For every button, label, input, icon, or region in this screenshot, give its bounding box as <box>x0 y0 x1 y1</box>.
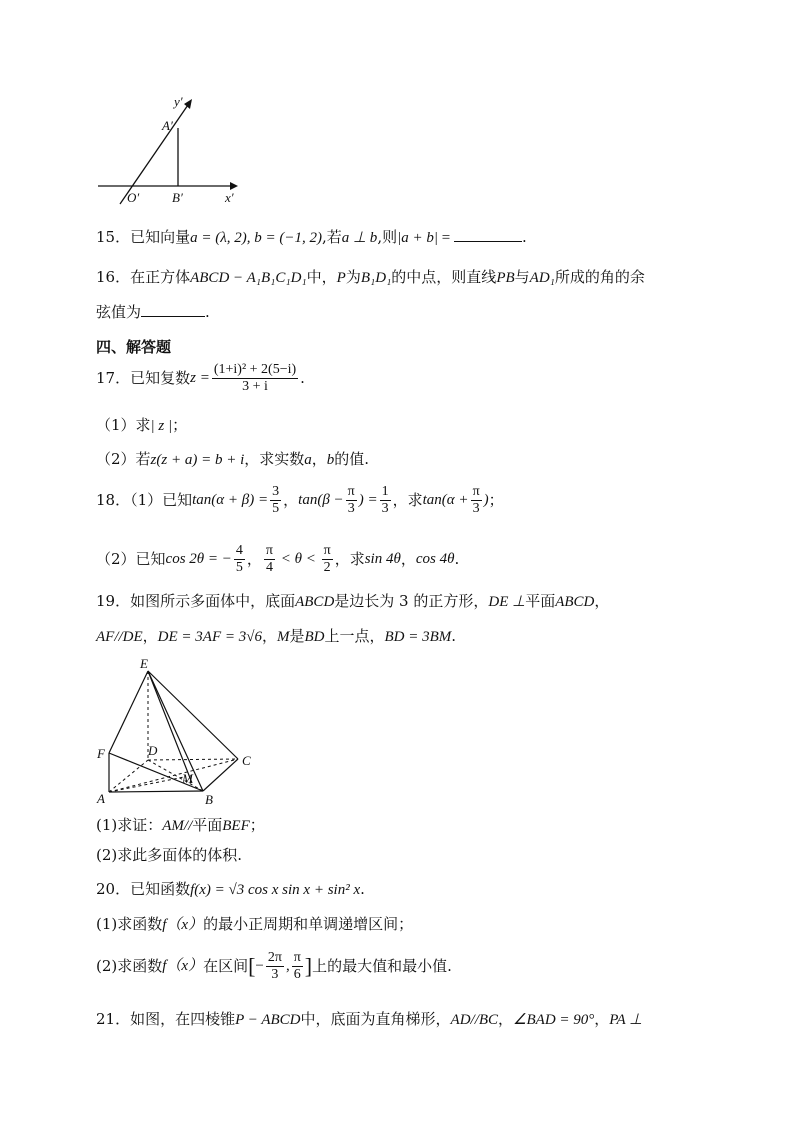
question-number: 16． <box>96 268 131 286</box>
question-text: 的值. <box>334 450 370 468</box>
fraction-numerator: 1 <box>380 484 391 501</box>
fraction-denominator: 3 <box>381 501 389 517</box>
question-21 <box>96 1012 642 1028</box>
question-text: 中，底面为直角梯形， <box>300 1010 451 1028</box>
bracket-open: [ <box>248 953 256 979</box>
fraction-numerator: π <box>322 543 333 560</box>
segment-bd: BD <box>304 629 325 645</box>
question-19-line1 <box>96 594 609 610</box>
question-number: 20． <box>96 880 131 898</box>
fraction-pi-3 <box>346 484 357 517</box>
part-label: （2）已知 <box>96 550 166 569</box>
question-text: ,则 <box>377 228 398 246</box>
part-label: （1）已知 <box>130 491 193 510</box>
fraction-pi-3 <box>471 484 482 517</box>
question-text: 是边长为 3 的正方形， <box>334 592 489 610</box>
modulus-expression: | z | <box>150 418 173 434</box>
minus-sign: − <box>255 958 264 975</box>
edge-dc-hidden <box>148 759 238 760</box>
label-m: M <box>182 771 193 786</box>
part-label: （2）若 <box>96 450 151 468</box>
point-b-label: B′ <box>172 190 183 205</box>
question-19-part2: (2)求此多面体的体积. <box>96 846 243 864</box>
separator: ， <box>142 627 158 645</box>
point-p: P <box>336 270 346 286</box>
point-a-label: A′ <box>162 118 173 133</box>
question-text: 弦值为 <box>96 303 142 321</box>
vector-a-formula: a = (λ, 2) <box>190 230 247 246</box>
fraction-denominator: 6 <box>293 967 301 983</box>
period: . <box>360 880 365 898</box>
punctuation: ； <box>249 816 265 834</box>
answer-blank[interactable] <box>141 316 205 317</box>
cos-4theta: cos 4θ <box>415 551 455 568</box>
question-19-part1 <box>96 818 265 834</box>
tan-diff-expression: tan(β − <box>298 492 344 509</box>
af-parallel-de: AF//DE <box>96 629 143 645</box>
de-perp: DE ⊥ <box>488 594 526 610</box>
separator: ， <box>400 550 416 569</box>
question-text: 上一点， <box>324 627 385 645</box>
x-axis-arrow-icon <box>230 182 238 190</box>
inequality: < θ < <box>277 551 320 568</box>
fraction-2pi-3 <box>266 950 284 983</box>
line-ad1: AD₁ <box>529 270 555 286</box>
period: . <box>205 303 210 321</box>
question-20 <box>96 882 365 898</box>
fraction-pi-4 <box>264 543 275 576</box>
edge-fe <box>109 671 148 753</box>
cube-name: ABCD − A₁B₁C₁D₁ <box>190 270 307 286</box>
question-17-part2 <box>96 452 369 468</box>
plane-bef: BEF <box>222 818 250 834</box>
fraction-pi-6 <box>292 950 303 983</box>
fraction-numerator: π <box>292 950 303 967</box>
question-text: ，求实数 <box>244 450 305 468</box>
question-18-part2 <box>96 543 459 576</box>
label-f: F <box>97 746 105 761</box>
question-text: 如图，在四棱锥 <box>130 1010 236 1028</box>
question-text: ，求 <box>334 550 365 569</box>
fraction-denominator: 3 + i <box>242 379 268 395</box>
question-20-part1 <box>96 917 413 933</box>
label-b: B <box>205 792 213 807</box>
bd-equation: BD = 3BM <box>384 629 452 645</box>
separator: ， <box>261 627 277 645</box>
y-axis <box>120 102 190 204</box>
question-number: 21． <box>96 1010 131 1028</box>
section-title: 四、解答题 <box>96 338 172 356</box>
bracket-close: ] <box>304 953 313 979</box>
y-axis-arrow-icon <box>184 99 192 109</box>
segment-b1d1: B₁D₁ <box>360 270 392 286</box>
cos-2theta-expression: cos 2θ = − <box>165 551 232 568</box>
question-text: 如图所示多面体中，底面 <box>130 592 296 610</box>
part-label: (1)求函数 <box>96 915 163 933</box>
vector-b-formula: , b = (−1, 2) <box>246 230 322 246</box>
punctuation: ； <box>172 416 188 434</box>
question-number: 19． <box>96 592 131 610</box>
edge-ab <box>109 791 203 792</box>
separator: ， <box>498 1010 514 1028</box>
question-text: ，求 <box>392 491 423 510</box>
y-axis-label: y′ <box>174 94 183 109</box>
sin-4theta: sin 4θ <box>364 551 401 568</box>
fraction-pi-2 <box>322 543 333 576</box>
fraction-numerator: 2π <box>266 950 284 967</box>
question-text: 已知函数 <box>130 880 191 898</box>
separator: ， <box>594 592 610 610</box>
question-text: 在正方体 <box>130 268 191 286</box>
part-label: （1）求 <box>96 416 151 434</box>
question-text: 平面 <box>192 816 223 834</box>
perpendicular-condition: a ⊥ b <box>341 230 378 246</box>
part-label: (2)求函数 <box>96 957 163 976</box>
fraction-denominator: 3 <box>472 501 480 517</box>
question-19-line2 <box>96 629 456 645</box>
question-text: 的中点，则直线 <box>391 268 497 286</box>
edge-ea <box>148 671 192 783</box>
question-text: ,若 <box>321 228 342 246</box>
fraction-denominator: 5 <box>235 560 243 576</box>
equation: z(z + a) = b + i <box>150 452 245 468</box>
label-a: A <box>97 791 105 806</box>
fraction-numerator: 4 <box>234 543 245 560</box>
variable-a: a <box>304 452 312 468</box>
ad-parallel-bc: AD//BC <box>450 1012 499 1028</box>
x-axis-label: x′ <box>225 190 234 205</box>
fraction-4-5 <box>234 543 245 576</box>
question-number: 15． <box>96 228 131 246</box>
z-equals: z = <box>190 370 210 387</box>
question-18-part1 <box>96 484 504 517</box>
answer-blank[interactable] <box>454 241 522 242</box>
fraction-denominator: 4 <box>265 560 273 576</box>
am-parallel: AM// <box>162 818 193 834</box>
separator: ， <box>246 550 262 569</box>
origin-label: O′ <box>127 190 140 205</box>
period: . <box>451 627 457 645</box>
punctuation: ； <box>488 491 504 510</box>
question-text: 的最小正周期和单调递增区间； <box>203 915 414 933</box>
equals-sign: = <box>437 230 454 246</box>
question-text: 中， <box>306 268 337 286</box>
fraction-numerator: π <box>346 484 357 501</box>
label-c: C <box>242 753 251 768</box>
label-d: D <box>148 743 158 758</box>
question-text: 是 <box>289 627 305 645</box>
separator: ， <box>594 1010 610 1028</box>
label-e: E <box>140 656 148 671</box>
question-text: 为 <box>345 268 361 286</box>
variable-b: b <box>326 452 335 468</box>
edge-ec <box>148 671 238 759</box>
part-label: (1)求证： <box>96 816 163 834</box>
period: . <box>300 369 305 388</box>
fraction-1-3 <box>380 484 391 517</box>
function-fx: f（x） <box>162 917 204 933</box>
question-15 <box>96 230 527 246</box>
fraction-denominator: 3 <box>271 967 279 983</box>
fraction-denominator: 2 <box>323 560 331 576</box>
function-definition: f(x) = √3 cos x sin x + sin² x <box>190 882 361 898</box>
comma: , <box>285 958 290 975</box>
plane-abcd: ABCD <box>555 594 595 610</box>
angle-bad: ∠BAD = 90° <box>513 1012 595 1028</box>
fraction-denominator: 5 <box>272 501 280 517</box>
question-17-part1 <box>96 418 187 434</box>
tan-sum-expression: tan(α + β) = <box>192 492 269 509</box>
fraction-numerator: (1+i)² + 2(5−i) <box>212 362 298 379</box>
edge-eb <box>148 671 203 791</box>
question-16-line2 <box>96 305 210 320</box>
magnitude-expression: |a + b| <box>397 230 438 246</box>
question-text: 所成的角的余 <box>554 268 645 286</box>
fraction-numerator: π <box>471 484 482 501</box>
question-text: 在区间 <box>203 957 249 976</box>
base-abcd: ABCD <box>295 594 335 610</box>
period: . <box>521 228 527 246</box>
tan-target-expression: tan(α + <box>422 492 469 509</box>
oblique-axes-figure <box>90 90 250 205</box>
question-17 <box>96 362 305 395</box>
point-m: M <box>276 629 290 645</box>
question-text: 与 <box>514 268 530 286</box>
polyhedron-figure <box>92 655 267 810</box>
fraction-3-5 <box>270 484 281 517</box>
question-number: 18． <box>96 491 131 510</box>
fraction-denominator: 3 <box>347 501 355 517</box>
fraction-numerator: π <box>264 543 275 560</box>
question-number: 17． <box>96 369 131 388</box>
de-length: DE = 3AF = 3√6 <box>157 629 262 645</box>
equals-sign: ) = <box>358 492 378 509</box>
question-text: 已知向量 <box>130 228 191 246</box>
question-text: 平面 <box>525 592 556 610</box>
question-text: 上的最大值和最小值. <box>312 957 452 976</box>
function-fx: f（x） <box>162 958 204 975</box>
complex-fraction <box>212 362 298 395</box>
separator: ， <box>283 491 299 510</box>
question-text: 已知复数 <box>130 369 191 388</box>
paren-close: ) <box>483 492 489 509</box>
period: . <box>454 550 460 569</box>
pyramid-name: P − ABCD <box>235 1012 301 1028</box>
separator: ， <box>311 450 327 468</box>
question-20-part2 <box>96 950 452 983</box>
question-16 <box>96 270 645 286</box>
fraction-numerator: 3 <box>270 484 281 501</box>
line-pb: PB <box>496 270 515 286</box>
pa-perp: PA ⊥ <box>609 1012 643 1028</box>
